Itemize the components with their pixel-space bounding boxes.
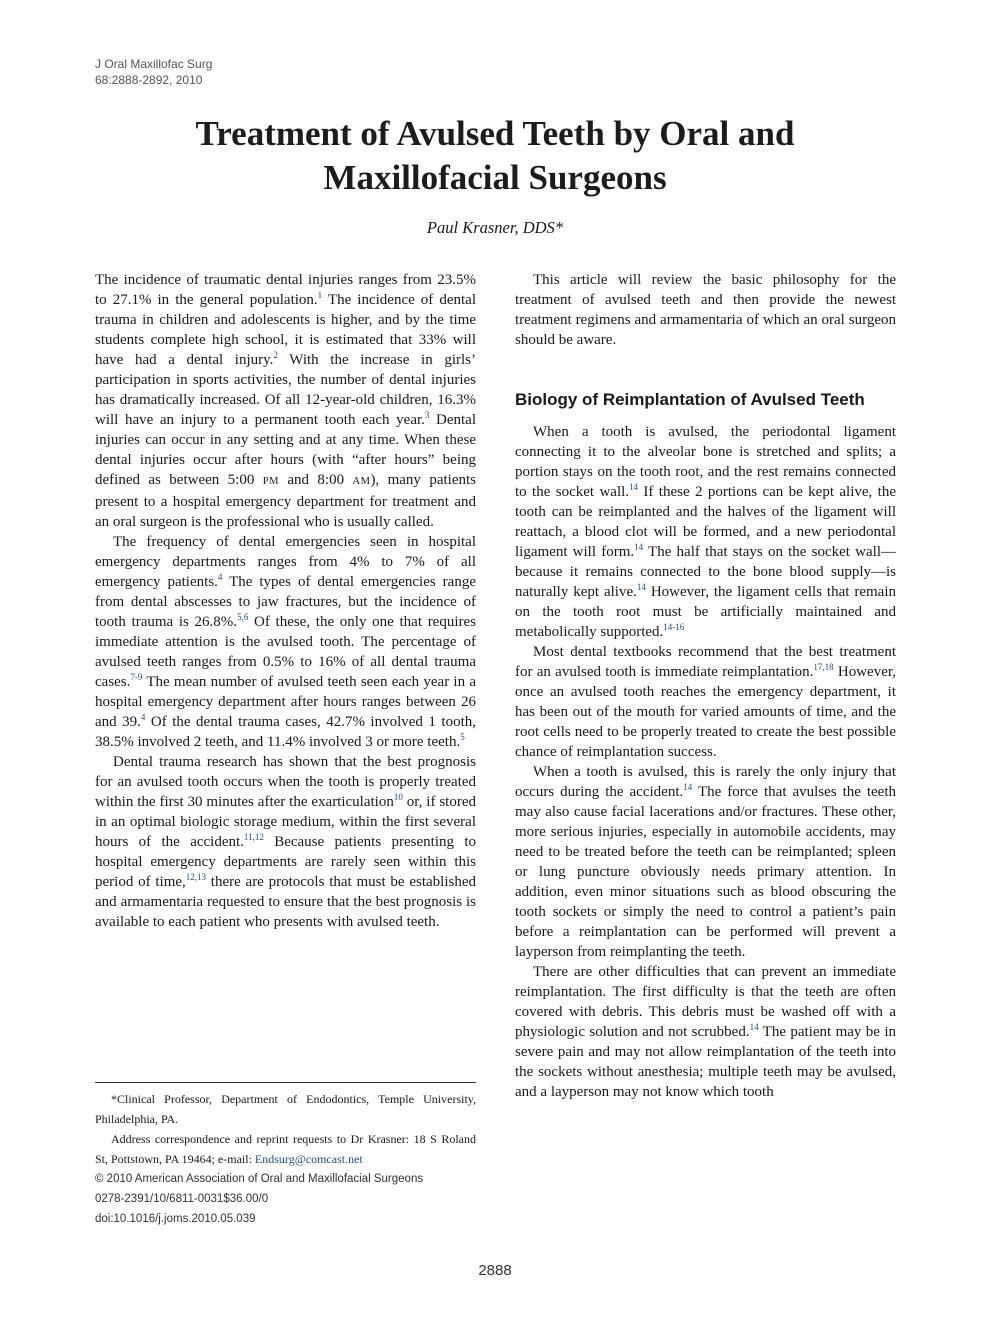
reference-link[interactable]: 5,6 [237, 612, 249, 622]
article-title: Treatment of Avulsed Teeth by Oral and Maxillofacial Surgeons [195, 114, 795, 197]
page-number: 2888 [478, 1262, 512, 1279]
affiliation-note: *Clinical Professor, Department of Endodontics, Temple University, Philadelphia, PA. [95, 1092, 476, 1126]
paragraph: This article will review the basic philosophy for the treatment of avulsed teeth and then provide the newest treatment regimens and armamentaria of which an oral surgeon should be aware. [515, 272, 896, 348]
right-column [515, 270, 896, 1102]
doi-link[interactable]: doi:10.1016/j.joms.2010.05.039 [95, 1213, 256, 1225]
reference-link[interactable]: 14 [683, 782, 693, 792]
paragraph: Dental trauma research has shown that the best prognosis for an avulsed tooth occurs when the tooth is properly treated within the first 30 minutes after the exarticulation$^{10}$ or, if stored in an optimal biologic storage medium, within the first several hours of the accident.$^{11,12}$ Because patients presenting to hospital emergency departments are rarely seen within this period of time,$^{12,13}$ there are protocols that must be established and armamentaria requested to ensure that the best prognosis is available to each patient who presents with avulsed teeth. [95, 754, 477, 930]
email-link[interactable]: Endsurg@comcast.net [254, 1152, 363, 1166]
reference-link[interactable]: 14 [636, 582, 646, 592]
reference-link[interactable]: 17,18 [813, 662, 834, 672]
journal-citation [95, 56, 212, 88]
paragraph: When a tooth is avulsed, the periodontal ligament connecting it to the alveolar bone is stretched and splits; a portion stays on the tooth root, and the rest remains connected to the socket wall.$^{14}$ If these 2 portions can be kept alive, the tooth can be reimplanted and the halves of the ligament will reattach, a blood clot will be formed, and a new periodontal ligament will form.$^{14}$ The half that stays on the socket wall— because it remains connected to the bone blood supply—is naturally kept alive.$^{14}$ However, the ligament cells that remain on the tooth root must be artificially maintained and metabolically supported.$^{14-16}$ [515, 424, 896, 640]
paragraph: When a tooth is avulsed, this is rarely the only injury that occurs during the accident.$^{14}$ The force that avulses the teeth may also cause facial lacerations and/or fractures. These other, more serious injuries, especially in automobile accidents, may need to be treated before the teeth can be reimplanted; spleen or lung puncture obviously needs primary attention. In addition, even minor situations such as blood obscuring the tooth sockets or simply the need to control a patient’s pain before a reimplantation can be performed will prevent a layperson from reimplanting the teeth. [515, 764, 897, 960]
reference-link[interactable]: 4 [217, 572, 223, 582]
journal-volume: 68:2888-2892, 2010 [95, 73, 203, 87]
reference-link[interactable]: 14 [629, 482, 639, 492]
reference-link[interactable]: 5 [460, 732, 465, 742]
reference-link[interactable]: 11,12 [243, 832, 264, 842]
reference-link[interactable]: 14 [634, 542, 644, 552]
paragraph: The frequency of dental emergencies seen in hospital emergency departments ranges from 4% to 7% of all emergency patients.$^4$ The types of dental emergencies range from dental abscesses to jaw fractures, but the incidence of tooth trauma is 26.8%.$^{5,6}$ Of these, the only one that requires immediate attention is the avulsed tooth. The percentage of avulsed teeth ranges from 0.5% to 16% of all dental trauma cases.$^{7-9}$ The mean number of avulsed teeth seen each year in a hospital emergency department after hours ranges between 26 and 39.$^4$ Of the dental trauma cases, 42.7% involved 1 tooth, 38.5% involved 2 teeth, and 11.4% involved 3 or more teeth.$^5$ [95, 534, 476, 750]
author-name: Paul Krasner, DDS* [426, 218, 564, 237]
reference-link[interactable]: 14-16 [663, 622, 685, 632]
section-heading: Biology of Reimplantation of Avulsed Teeth [515, 390, 865, 409]
paragraph: There are other difficulties that can prevent an immediate reimplantation. The first difficulty is that the teeth are often covered with debris. This debris must be washed off with a physiologic solution and not scrubbed.$^{14}$ The patient may be in severe pain and may not allow reimplantation of the teeth into the sockets without anesthesia; multiple teeth may be avulsed, and a layperson may not know which tooth [515, 964, 896, 1100]
journal-name: J Oral Maxillofac Surg [95, 57, 213, 71]
reference-link[interactable]: 4 [140, 712, 146, 722]
paragraph: The incidence of traumatic dental injuries ranges from 23.5% to 27.1% in the general population.$^1$ The incidence of dental trauma in children and adolescents is higher, and by the time students complete high school, it is estimated that 33% will have had a dental injury.$^2$ With the increase in girls’ participation in sports activities, the number of dental injuries has dramatically increased. Of all 12-year-old children, 16.3% will have an injury to a permanent tooth each year.$^3$ Dental injuries can occur in any setting and at any time. When these dental injuries occur after hours (with “after hours” being defined as between 5:00 PM and 8:00 AM), many patients present to a hospital emergency department for treatment and an oral surgeon is the professional who is usually called. [95, 272, 476, 530]
reference-link[interactable]: 10 [393, 792, 403, 802]
reference-link[interactable]: 12,13 [185, 872, 207, 882]
paragraph: Most dental textbooks recommend that the best treatment for an avulsed tooth is immediate reimplantation.$^{17,18}$ However, once an avulsed tooth reaches the emergency department, it has been out of the mouth for varied amounts of time, and the root cells need to be properly treated to create the best possible chance of reimplantation success. [515, 644, 897, 760]
reference-link[interactable]: 7-9 [130, 672, 143, 682]
left-column [95, 270, 476, 932]
copyright-line: © 2010 American Association of Oral and Maxillofacial Surgeons [95, 1173, 424, 1185]
reference-link[interactable]: 3 [424, 410, 430, 420]
reference-link[interactable]: 14 [749, 1022, 759, 1032]
reference-link[interactable]: 2 [273, 350, 278, 360]
correspondence-note: Address correspondence and reprint requests to Dr Krasner: 18 S Roland St, Pottstown, PA 19464; e-mail: Endsurg@comcast.net [95, 1132, 476, 1166]
reference-link[interactable]: 1 [317, 290, 323, 300]
footnotes [95, 1082, 476, 1229]
issn-line: 0278-2391/10/6811-0031$36.00/0 [95, 1193, 269, 1205]
